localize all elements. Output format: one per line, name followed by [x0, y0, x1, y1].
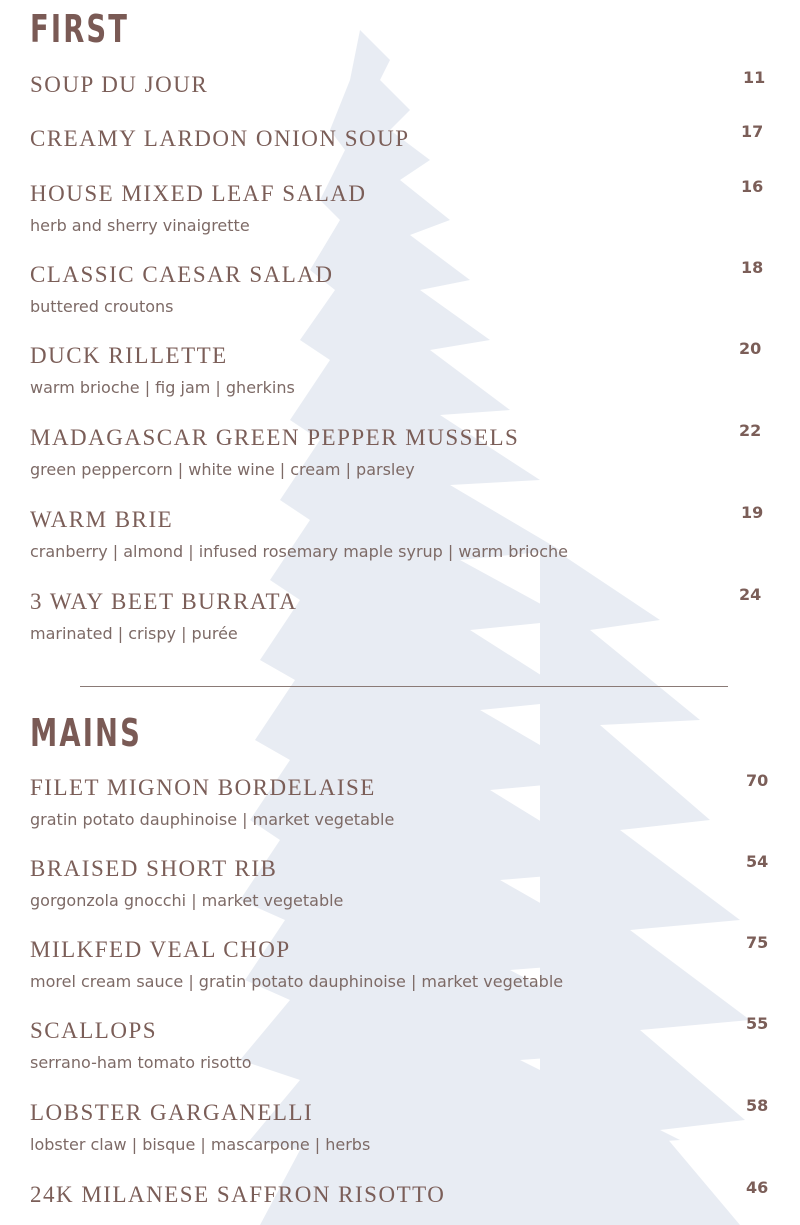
menu-item: [30, 421, 770, 480]
item-name: MADAGASCAR GREEN PEPPER MUSSELS: [30, 425, 520, 450]
menu-item: [30, 771, 770, 830]
item-name: DUCK RILLETTE: [30, 343, 228, 368]
item-description: lobster claw | bisque | mascarpone | herbs: [30, 1135, 371, 1154]
item-price: 24: [739, 585, 762, 604]
menu-item: [30, 122, 770, 152]
menu-item: [30, 1014, 770, 1073]
item-price: 18: [741, 258, 764, 277]
menu-item: [30, 503, 770, 562]
item-name: CLASSIC CAESAR SALAD: [30, 262, 334, 287]
item-description: gratin potato dauphinoise | market vegetable: [30, 810, 395, 829]
item-price: 20: [739, 339, 762, 358]
item-name: SCALLOPS: [30, 1018, 158, 1043]
item-description: buttered croutons: [30, 297, 174, 316]
item-name: 3 WAY BEET BURRATA: [30, 589, 298, 614]
item-price: 58: [746, 1096, 769, 1115]
item-price: 17: [741, 122, 764, 141]
section-title-mains: MAINS: [30, 711, 142, 755]
item-description: herb and sherry vinaigrette: [30, 216, 250, 235]
menu-item: [30, 258, 770, 317]
menu-item: [30, 1178, 770, 1208]
item-price: 54: [746, 852, 769, 871]
item-name: LOBSTER GARGANELLI: [30, 1100, 314, 1125]
item-price: 19: [741, 503, 764, 522]
menu-item: [30, 852, 770, 911]
item-description: green peppercorn | white wine | cream | parsley: [30, 460, 415, 479]
item-price: 55: [746, 1014, 769, 1033]
item-description: warm brioche | fig jam | gherkins: [30, 378, 295, 397]
menu-item: [30, 339, 770, 398]
item-price: 11: [743, 68, 766, 87]
item-name: FILET MIGNON BORDELAISE: [30, 775, 376, 800]
menu-item: [30, 1096, 770, 1155]
section-title-first: FIRST: [30, 7, 130, 51]
item-name: HOUSE MIXED LEAF SALAD: [30, 181, 367, 206]
item-description: morel cream sauce | gratin potato dauphinoise | market vegetable: [30, 972, 564, 991]
item-price: 22: [739, 421, 762, 440]
item-description: gorgonzola gnocchi | market vegetable: [30, 891, 344, 910]
item-name: CREAMY LARDON ONION SOUP: [30, 126, 410, 151]
item-name: 24K MILANESE SAFFRON RISOTTO: [30, 1182, 446, 1207]
menu-item: [30, 933, 770, 992]
item-description: cranberry | almond | infused rosemary maple syrup | warm brioche: [30, 542, 568, 561]
item-price: 75: [746, 933, 769, 952]
menu-item: [30, 177, 770, 236]
section-divider: [80, 686, 728, 687]
item-name: SOUP DU JOUR: [30, 72, 209, 97]
item-description: marinated | crispy | purée: [30, 624, 238, 643]
item-price: 70: [746, 771, 769, 790]
menu-item: [30, 68, 770, 98]
item-name: MILKFED VEAL CHOP: [30, 937, 291, 962]
item-name: WARM BRIE: [30, 507, 174, 532]
item-name: BRAISED SHORT RIB: [30, 856, 278, 881]
menu-item: [30, 585, 770, 644]
item-price: 46: [746, 1178, 769, 1197]
item-description: serrano-ham tomato risotto: [30, 1053, 252, 1072]
item-price: 16: [741, 177, 764, 196]
